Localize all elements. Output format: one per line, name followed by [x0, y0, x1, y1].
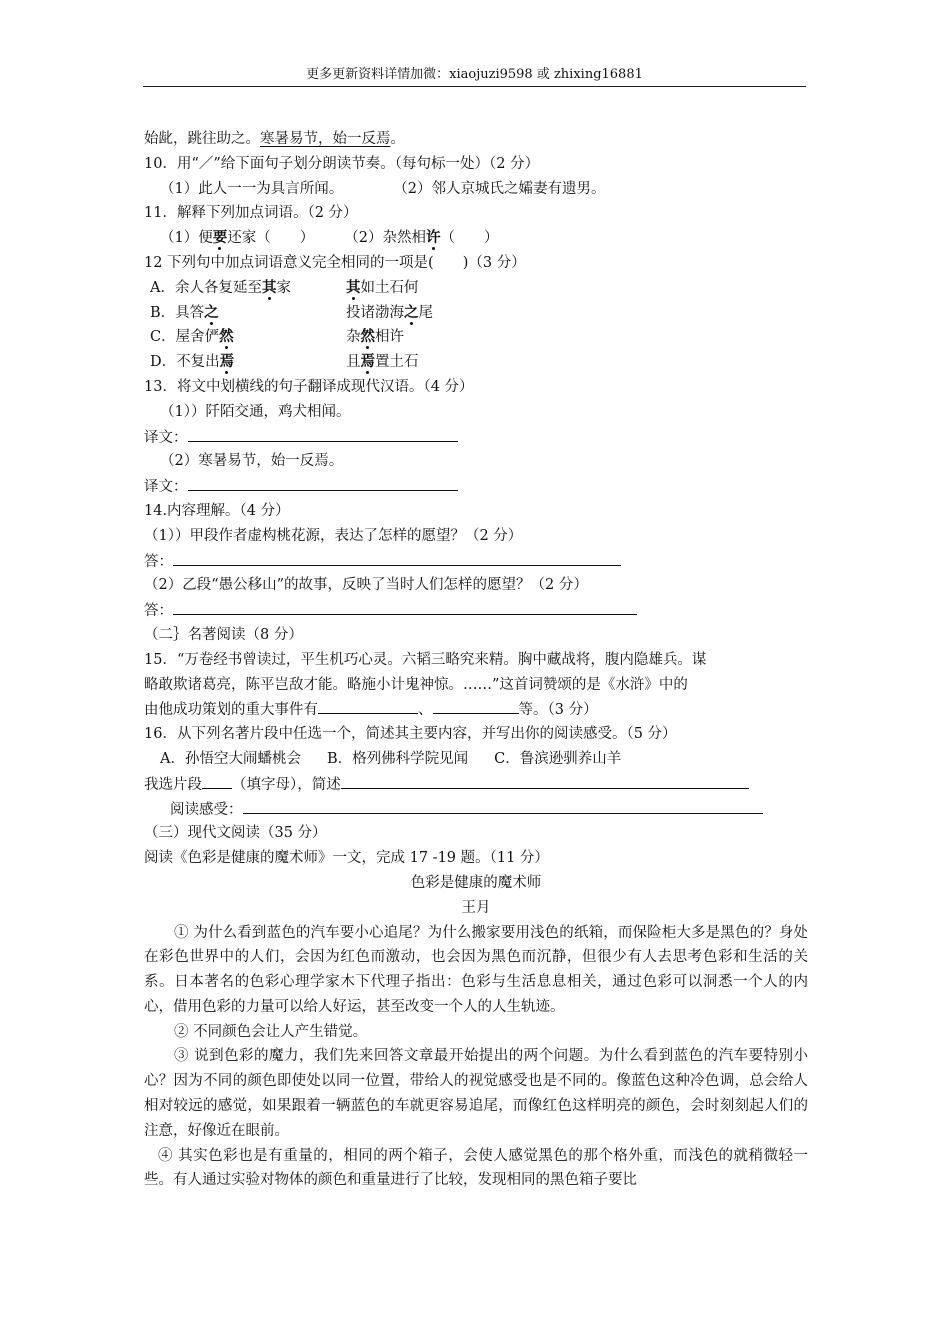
dotted-word: 之: [404, 303, 419, 321]
answer-blank[interactable]: [188, 425, 458, 442]
dotted-word: 其: [346, 278, 361, 296]
paragraph-2: ② 不同颜色会让人产生错觉。: [174, 1023, 368, 1040]
q16-choice[interactable]: 我选片段 （填字母），简述: [144, 772, 808, 797]
page-header: 更多更新资料详情加微：xiaojuzi9598 或 zhixing16881: [143, 66, 806, 87]
q13-stem: 13．将文中划横线的句子翻译成现代汉语。（4 分）: [144, 378, 474, 395]
dotted-word: 要: [212, 229, 228, 247]
dotted-word: 然: [219, 328, 234, 346]
q16-feeling[interactable]: 阅读感受：: [144, 797, 808, 822]
q14-sub-2: （2）乙段“愚公移山”的故事，反映了当时人们怎样的愿望？（2 分）: [144, 577, 588, 594]
underlined-sentence: 寒暑易节，始一反焉: [260, 131, 391, 147]
q11-items: （1）便要还家（ ） （2）杂然相许（ ）: [160, 229, 499, 247]
paragraph-3: ③ 说到色彩的魔力，我们先来回答文章最开始提出的两个问题。为什么看到蓝色的汽车要特别小心？因为不同的颜色即使处以同一位置，带给人的视觉感受也是不同的。像蓝色这种冷色调，总会给人相对较远的感觉，如果跟着一辆蓝色的车就更容易追尾，而像红色这样明亮的颜色，会时刻刻起人们的注意，好像近在眼前。: [144, 1048, 808, 1139]
answer-blank[interactable]: [341, 772, 749, 789]
q13-sentence-2: （2）寒暑易节，始一反焉。: [160, 453, 344, 470]
q14-sub-1: （1））甲段作者虚构桃花源，表达了怎样的愿望？（2 分）: [144, 527, 523, 544]
q12-option-c: C．屋舍俨然 杂然相许: [150, 328, 404, 346]
section-3-title: （三）现代文阅读（35 分）: [144, 825, 327, 842]
dotted-word: 之: [204, 303, 219, 321]
dotted-word: 许: [425, 229, 441, 247]
answer-blank[interactable]: [173, 598, 637, 615]
q10-stem: 10．用“／”给下面句子划分朗读节奏。（每句标一处）（2 分）: [144, 155, 540, 172]
continued-text: 始龀，跳往助之。寒暑易节，始一反焉。: [144, 131, 405, 147]
q14-answer-1[interactable]: 答：: [144, 549, 808, 574]
dotted-word: 其: [261, 278, 277, 296]
paragraph-4: ④ 其实色彩也是有重量的，相同的两个箱子，会使人感觉黑色的那个格外重，而浅色的就稍微轻一些。有人通过实验对物体的颜色和重量进行了比较，发现相同的黑色箱子要比: [144, 1147, 808, 1189]
q13-sentence-1: （1））阡陌交通，鸡犬相闻。: [160, 403, 351, 420]
q16-stem: 16．从下列名著片段中任选一个，简述其主要内容，并写出你的阅读感受。（5 分）: [144, 726, 677, 743]
q14-stem: 14.内容理解。（4 分）: [144, 502, 290, 519]
q15-line-1: 15．“万卷经书曾读过，平生机巧心灵。六韬三略究来精。胸中藏战将，腹内隐雄兵。谋: [144, 651, 707, 668]
paragraph-1: ① 为什么看到蓝色的汽车要小心追尾？为什么搬家要用浅色的纸箱，而保险柜大多是黑色的？身处在彩色世界中的人们，会因为红色而激动，也会因为黑色而沉静，但很少有人去思考色彩和生活的关系。日本著名的色彩心理学家木下代理子指出：色彩与生活息息相关，通过色彩可以洞悉一个人的内心，借用色彩的力量可以给人好运，甚至改变一个人的人生轨迹。: [144, 924, 808, 1015]
q10-sentences: （1）此人一一为具言所闻。 （2）邻人京城氏之孀妻有遗男。: [160, 180, 606, 197]
q12-option-d: D．不复出焉 且焉置土石: [150, 353, 419, 371]
document-body: [144, 127, 808, 1193]
answer-blank[interactable]: [173, 549, 621, 566]
q14-answer-2[interactable]: 答：: [144, 598, 808, 623]
q11-stem: 11．解释下列加点词语。（2 分）: [144, 205, 358, 222]
section-3-intro: 阅读《色彩是健康的魔术师》一文，完成 17 -19 题。（11 分）: [144, 850, 549, 867]
answer-blank[interactable]: [243, 797, 763, 814]
q16-options: A．孙悟空大闹蟠桃会 B．格列佛科学院见闻 C．鲁滨逊驯养山羊: [160, 750, 622, 767]
article-title: 色彩是健康的魔术师: [410, 874, 542, 891]
q13-answer-2[interactable]: 译文：: [144, 474, 808, 499]
q13-answer-1[interactable]: 译文：: [144, 425, 808, 450]
dotted-word: 焉: [360, 353, 375, 371]
q12-option-a: A．余人各复延至其家 其如土石何: [150, 278, 419, 296]
choice-blank[interactable]: [202, 772, 232, 789]
dotted-word: 然: [360, 328, 375, 346]
article-author: 王月: [461, 899, 491, 916]
answer-blank[interactable]: [188, 474, 458, 491]
answer-blank[interactable]: [318, 697, 418, 714]
q15-line-3: 由他成功策划的重大事件有 、 等。（3 分）: [144, 697, 808, 722]
q12-stem: 12 下列句中加点词语意义完全相同的一项是( )（3 分）: [144, 254, 526, 271]
q15-line-2: 略敢欺诸葛亮，陈平岂敌才能。略施小计鬼神惊。……”这首词赞颂的是《水浒》中的: [144, 676, 688, 693]
answer-blank[interactable]: [433, 697, 519, 714]
dotted-word: 焉: [219, 353, 235, 371]
section-2-title: （二｝名著阅读（8 分）: [144, 626, 303, 643]
q12-option-b: B．具答之 投诸渤海之尾: [150, 303, 433, 321]
